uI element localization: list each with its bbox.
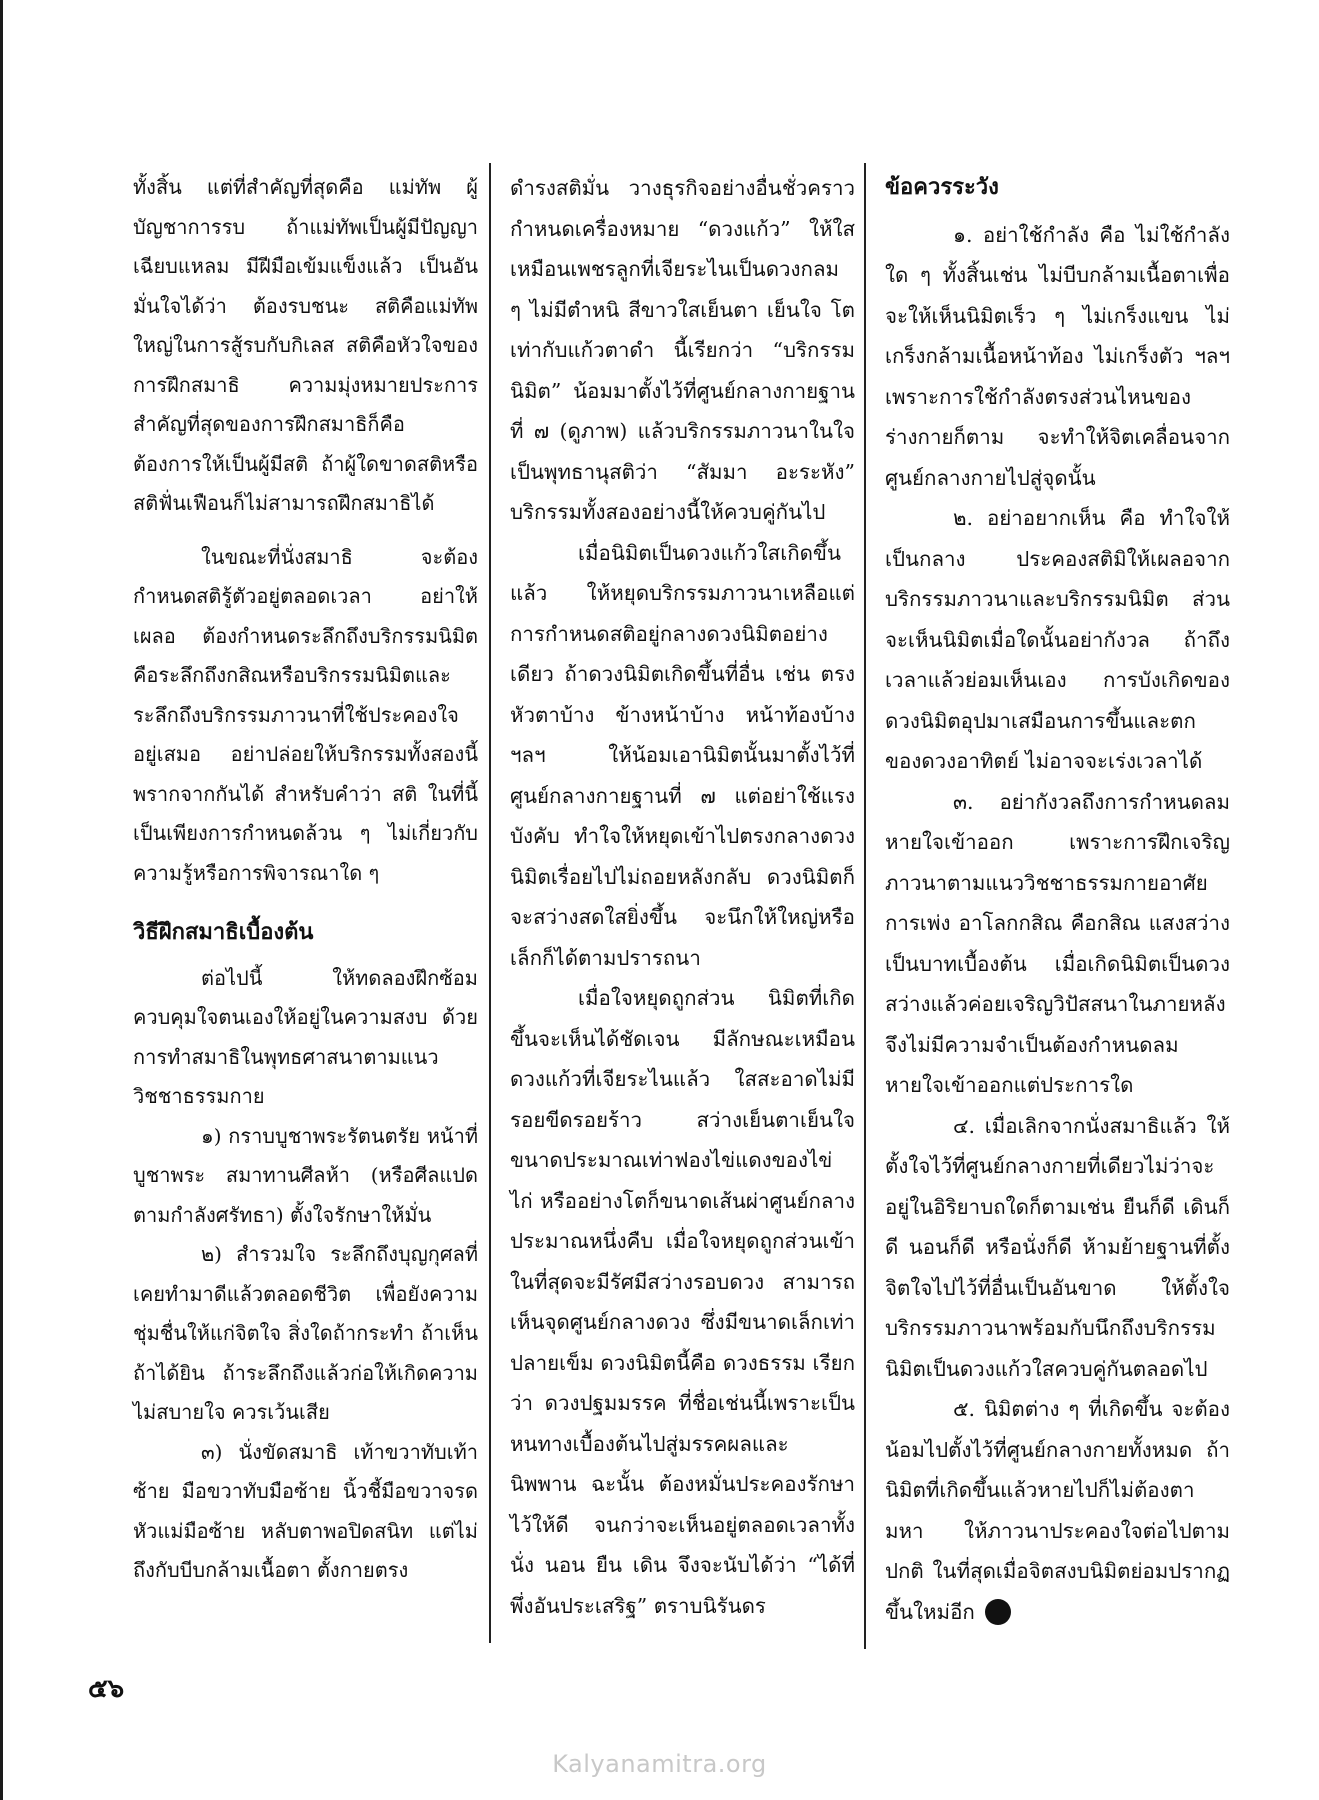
paragraph: ๓) นั่งขัดสมาธิ เท้าขวาทับเท้าซ้าย มือขวาทับมือซ้าย นิ้วชี้มือขวาจรดหัวแม่มือซ้าย หลับตาพอปิดสนิท แต่ไม่ถึงกับบีบกล้ามเนื้อตา ตั้งกายตรง xyxy=(133,1439,478,1582)
paragraph-text: ๕. นิมิตต่าง ๆ ที่เกิดขึ้น จะต้องน้อมไปตั้งไว้ที่ศูนย์กลางกายทั้งหมด ถ้านิมิตที่เกิดขึ้นแล้วหายไปก็ไม่ต้องตามหา ให้ภาวนาประคองใจต่อไปตามปกติ ในที่สุดเมื่อจิตสงบนิมิตย่อมปรากฏขึ้นใหม่อีก xyxy=(885,1397,1230,1624)
paragraph: ๓. อย่ากังวลถึงการกำหนดลมหายใจเข้าออก เพราะการฝึกเจริญภาวนาตามแนววิชชาธรรมกายอาศัยการเพ่ง อาโลกกสิณ คือกสิณ แสงสว่างเป็นบาทเบื้องต้น เมื่อเกิดนิมิตเป็นดวงสว่างแล้วค่อยเจริญวิปัสสนาในภายหลัง จึงไม่มีความจำเป็นต้องกำหนดลมหายใจเข้าออกแต่ประการใด xyxy=(885,789,1230,1097)
end-mark-icon xyxy=(985,1599,1011,1625)
scan-edge xyxy=(0,0,3,1800)
column-1 xyxy=(133,168,478,1591)
column-3 xyxy=(885,168,1230,1632)
paragraph: ๑. อย่าใช้กำลัง คือ ไม่ใช้กำลังใด ๆ ทั้งสิ้นเช่น ไม่บีบกล้ามเนื้อตาเพื่อจะให้เห็นนิมิตเร็ว ๆ ไม่เกร็งแขน ไม่เกร็งกล้ามเนื้อหน้าท้อง ไม่เกร็งตัว ฯลฯ เพราะการใช้กำลังตรงส่วนไหนของร่างกายก็ตาม จะทำให้จิตเคลื่อนจากศูนย์กลางกายไปสู่จุดนั้น xyxy=(885,222,1230,490)
paragraph xyxy=(885,1389,1230,1632)
paragraph: ในขณะที่นั่งสมาธิ จะต้องกำหนดสติรู้ตัวอยู่ตลอดเวลา อย่าให้เผลอ ต้องกำหนดระลึกถึงบริกรรมนิมิตคือระลึกถึงกสิณหรือบริกรรมนิมิตและระลึกถึงบริกรรมภาวนาที่ใช้ประคองใจอยู่เสมอ อย่าปล่อยให้บริกรรมทั้งสองนี้พรากจากกันได้ สำหรับคำว่า สติ ในที่นี้เป็นเพียงการกำหนดล้วน ๆ ไม่เกี่ยวกับความรู้หรือการพิจารณาใด ๆ xyxy=(133,544,478,885)
column-2 xyxy=(510,168,855,1626)
watermark: Kalyanamitra.org xyxy=(552,1750,767,1778)
paragraph: ต่อไปนี้ ให้ทดลองฝึกซ้อม ควบคุมใจตนเองให้อยู่ในความสงบ ด้วยการทำสมาธิในพุทธศาสนาตามแนววิชชาธรรมกาย xyxy=(133,965,478,1108)
column-divider-1 xyxy=(489,163,491,1643)
section-heading: วิธีฝึกสมาธิเบื้องต้น xyxy=(133,920,314,945)
paragraph: ๒. อย่าอยากเห็น คือ ทำใจให้เป็นกลาง ประคองสติมิให้เผลอจากบริกรรมภาวนาและบริกรรมนิมิต ส่วนจะเห็นนิมิตเมื่อใดนั้นอย่ากังวล ถ้าถึงเวลาแล้วย่อมเห็นเอง การบังเกิดของดวงนิมิตอุปมาเสมือนการขึ้นและตกของดวงอาทิตย์ ไม่อาจจะเร่งเวลาได้ xyxy=(885,506,1230,773)
paragraph: ๑) กราบบูชาพระรัตนตรัย หน้าที่บูชาพระ สมาทานศีลห้า (หรือศีลแปดตามกำลังศรัทธา) ตั้งใจรักษาให้มั่น xyxy=(133,1123,478,1227)
section-heading: ข้อควรระวัง xyxy=(885,175,999,200)
column-divider-2 xyxy=(864,163,866,1649)
paragraph: เมื่อใจหยุดถูกส่วน นิมิตที่เกิดขึ้นจะเห็นได้ชัดเจน มีลักษณะเหมือนดวงแก้วที่เจียระไนแล้ว ใสสะอาดไม่มีรอยขีดรอยร้าว สว่างเย็นตาเย็นใจ ขนาดประมาณเท่าฟองไข่แดงของไข่ไก่ หรืออย่างโตก็ขนาดเส้นผ่าศูนย์กลางประมาณหนึ่งคืบ เมื่อใจหยุดถูกส่วนเข้า ในที่สุดจะมีรัศมีสว่างรอบดวง สามารถเห็นจุดศูนย์กลางดวง ซึ่งมีขนาดเล็กเท่าปลายเข็ม ดวงนิมิตนี้คือ ดวงธรรม เรียกว่า ดวงปฐมมรรค ที่ชื่อเช่นนี้เพราะเป็นหนทางเบื้องต้นไปสู่มรรคผลและนิพพาน ฉะนั้น ต้องหมั่นประคองรักษาไว้ให้ดี จนกว่าจะเห็นอยู่ตลอดเวลาทั้งนั่ง นอน ยืน เดิน จึงจะนับได้ว่า “ได้ที่พึ่งอันประเสริฐ” ตราบนิรันดร xyxy=(510,986,855,1618)
paragraph: ๔. เมื่อเลิกจากนั่งสมาธิแล้ว ให้ตั้งใจไว้ที่ศูนย์กลางกายที่เดียวไม่ว่าจะอยู่ในอิริยาบถใดก็ตามเช่น ยืนก็ดี เดินก็ดี นอนก็ดี หรือนั่งก็ดี ห้ามย้ายฐานที่ตั้งจิตใจไปไว้ที่อื่นเป็นอันขาด ให้ตั้งใจบริกรรมภาวนาพร้อมกับนึกถึงบริกรรมนิมิตเป็นดวงแก้วใสควบคู่กันตลอดไป xyxy=(885,1113,1230,1381)
page-number: ๕๖ xyxy=(88,1674,125,1704)
paragraph: ๒) สำรวมใจ ระลึกถึงบุญกุศลที่เคยทำมาดีแล้วตลอดชีวิต เพื่อยังความชุ่มชื่นให้แก่จิตใจ สิ่งใดถ้ากระทำ ถ้าเห็น ถ้าได้ยิน ถ้าระลึกถึงแล้วก่อให้เกิดความไม่สบายใจ ควรเว้นเสีย xyxy=(133,1242,478,1424)
paragraph: ดำรงสติมั่น วางธุรกิจอย่างอื่นชั่วคราว กำหนดเครื่องหมาย “ดวงแก้ว” ให้ใสเหมือนเพชรลูกที่เจียระไนเป็นดวงกลม ๆ ไม่มีตำหนิ สีขาวใสเย็นตา เย็นใจ โตเท่ากับแก้วตาดำ นี้เรียกว่า “บริกรรมนิมิต” น้อมมาตั้งไว้ที่ศูนย์กลางกายฐานที่ ๗ (ดูภาพ) แล้วบริกรรมภาวนาในใจเป็นพุทธานุสติว่า “สัมมา อะระหัง” บริกรรมทั้งสองอย่างนี้ให้ควบคู่กันไป xyxy=(510,176,855,524)
paragraph: เมื่อนิมิตเป็นดวงแก้วใสเกิดขึ้นแล้ว ให้หยุดบริกรรมภาวนาเหลือแต่การกำหนดสติอยู่กลางดวงนิมิตอย่างเดียว ถ้าดวงนิมิตเกิดขึ้นที่อื่น เช่น ตรงหัวตาบ้าง ข้างหน้าบ้าง หน้าท้องบ้าง ฯลฯ ให้น้อมเอานิมิตนั้นมาตั้งไว้ที่ศูนย์กลางกายฐานที่ ๗ แต่อย่าใช้แรงบังคับ ทำใจให้หยุดเข้าไปตรงกลางดวงนิมิตเรื่อยไปไม่ถอยหลังกลับ ดวงนิมิตก็จะสว่างสดใสยิ่งขึ้น จะนึกให้ใหญ่หรือเล็กก็ได้ตามปรารถนา xyxy=(510,540,855,970)
paragraph: ทั้งสิ้น แต่ที่สำคัญที่สุดคือ แม่ทัพ ผู้บัญชาการรบ ถ้าแม่ทัพเป็นผู้มีปัญญาเฉียบแหลม มีฝีมือเข้มแข็งแล้ว เป็นอันมั่นใจได้ว่า ต้องรบชนะ สติคือแม่ทัพใหญ่ในการสู้รบกับกิเลส สติคือหัวใจของการฝึกสมาธิ ความมุ่งหมายประการสำคัญที่สุดของการฝึกสมาธิก็คือ ต้องการให้เป็นผู้มีสติ ถ้าผู้ใดขาดสติหรือสติฟั่นเฟือนก็ไม่สามารถฝึกสมาธิได้ xyxy=(133,175,478,515)
